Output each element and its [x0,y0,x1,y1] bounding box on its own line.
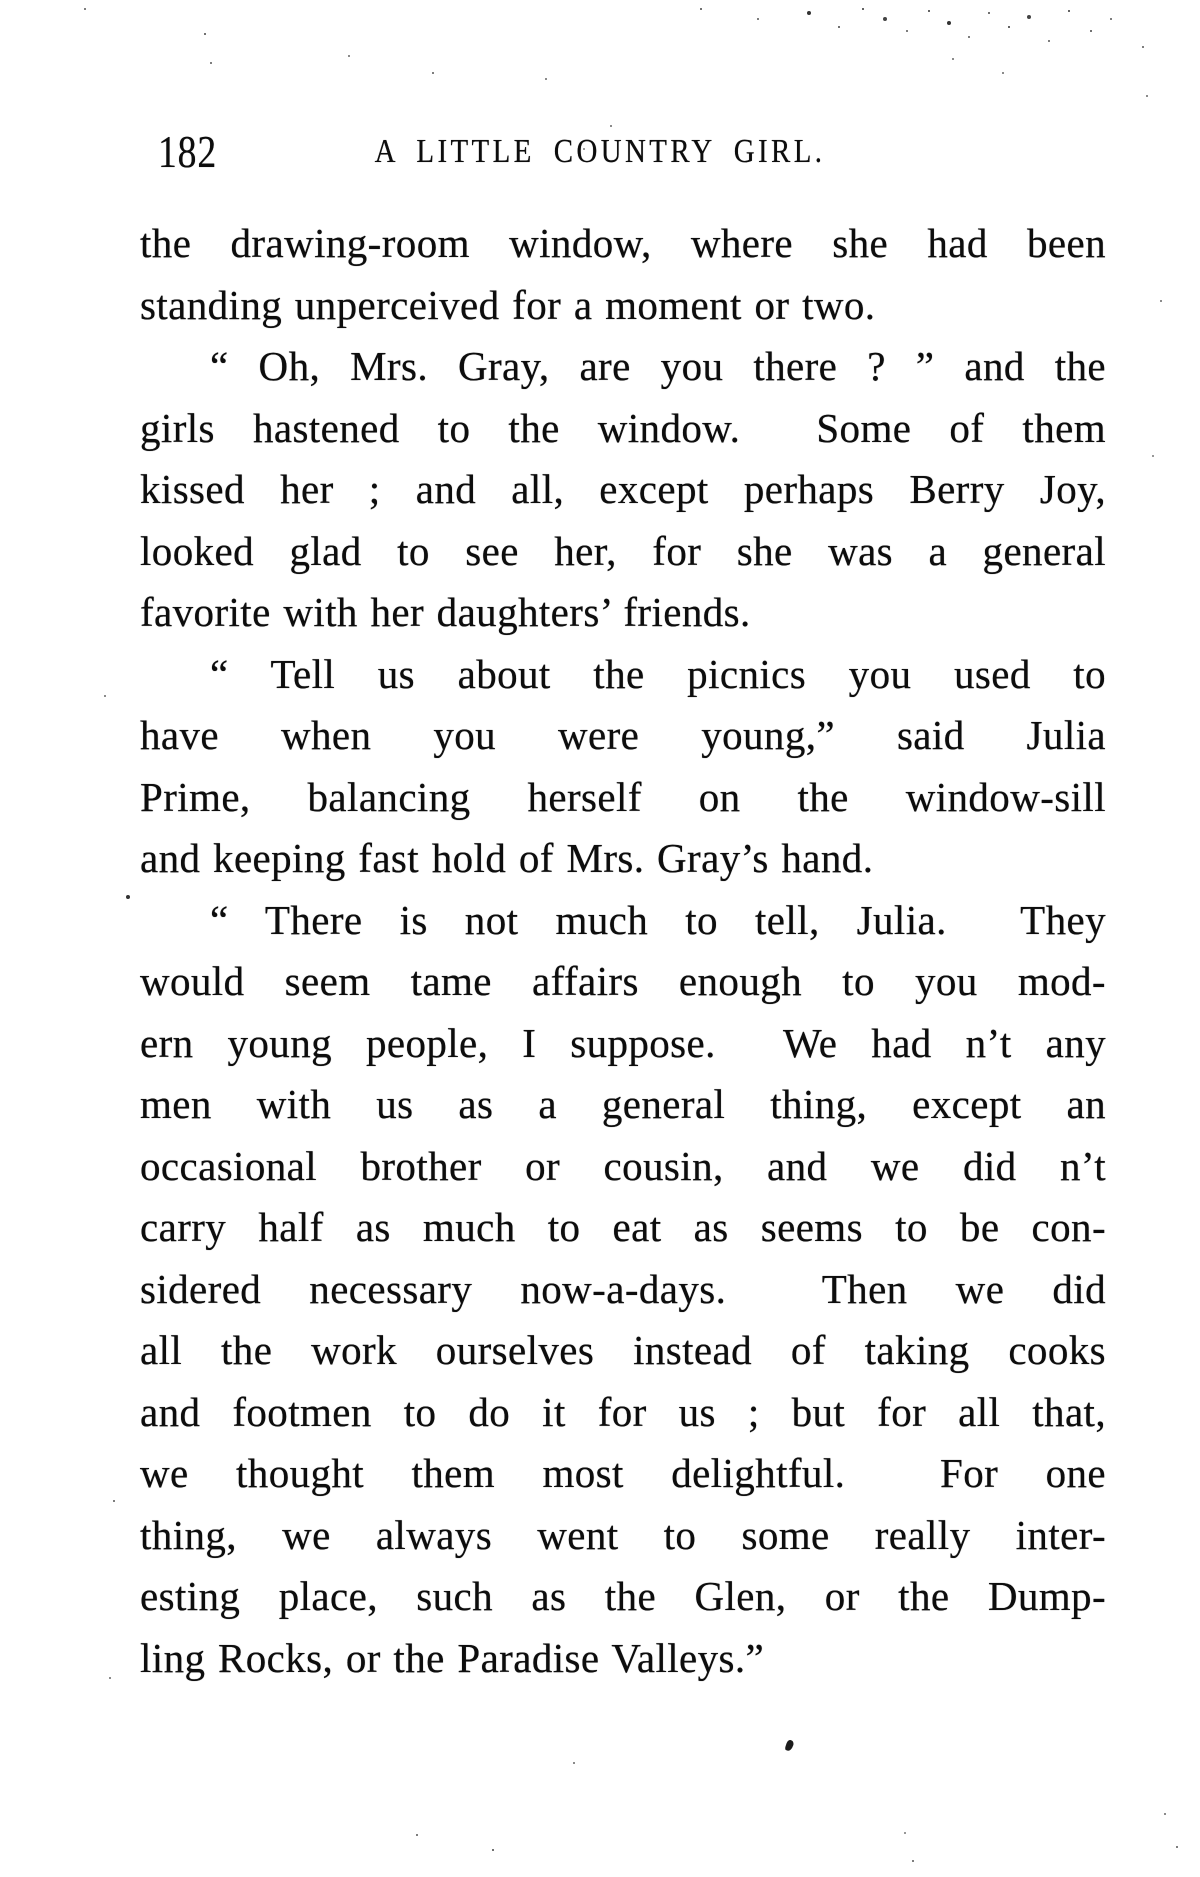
text-line: all the work ourselves instead of taking cooks [140,1327,1106,1373]
text-line: carry half as much to eat as seems to be con- [140,1204,1106,1250]
text-line: “ There is not much to tell, Julia. They [210,896,1106,943]
text-line: “ Tell us about the picnics you used to [210,650,1106,697]
text-line: favorite with her daughters’ friends. [140,589,751,635]
text-line: ern young people, I suppose. We had n’t any [140,1019,1106,1066]
text-line: we thought them most delightful. For one [140,1450,1106,1496]
text-line: and footmen to do it for us ; but for all that, [140,1388,1106,1435]
text-line: “ Oh, Mrs. Gray, are you there ? ” and the [210,343,1106,389]
text-line: the drawing-room window, where she had been [140,220,1106,266]
text-line: looked glad to see her, for she was a general [140,527,1106,574]
scan-noise [0,0,2,2]
body-text [140,213,1106,1689]
text-line: occasional brother or cousin, and we did n’t [140,1142,1106,1189]
text-line: standing unperceived for a moment or two. [140,281,876,328]
text-line: esting place, such as the Glen, or the Dump- [140,1573,1106,1619]
text-line: girls hastened to the window. Some of them [140,404,1106,451]
scan-speck [784,1739,794,1752]
text-line: ling Rocks, or the Paradise Valleys.” [140,1634,765,1681]
text-line: men with us as a general thing, except an [140,1081,1106,1127]
text-line: thing, we always went to some really inter- [140,1511,1106,1558]
text-line: have when you were young,” said Julia [140,712,1106,758]
text-line: would seem tame affairs enough to you mod- [140,958,1106,1004]
page-header [0,126,1200,177]
text-line: sidered necessary now-a-days. Then we did [140,1265,1106,1312]
running-title: A LITTLE COUNTRY GIRL. [374,133,826,170]
text-line: kissed her ; and all, except perhaps Berry Joy, [140,466,1106,512]
page-number: 182 [158,126,218,177]
text-line: Prime, balancing herself on the window-sill [140,773,1106,820]
text-line: and keeping fast hold of Mrs. Gray’s hand. [140,835,874,881]
